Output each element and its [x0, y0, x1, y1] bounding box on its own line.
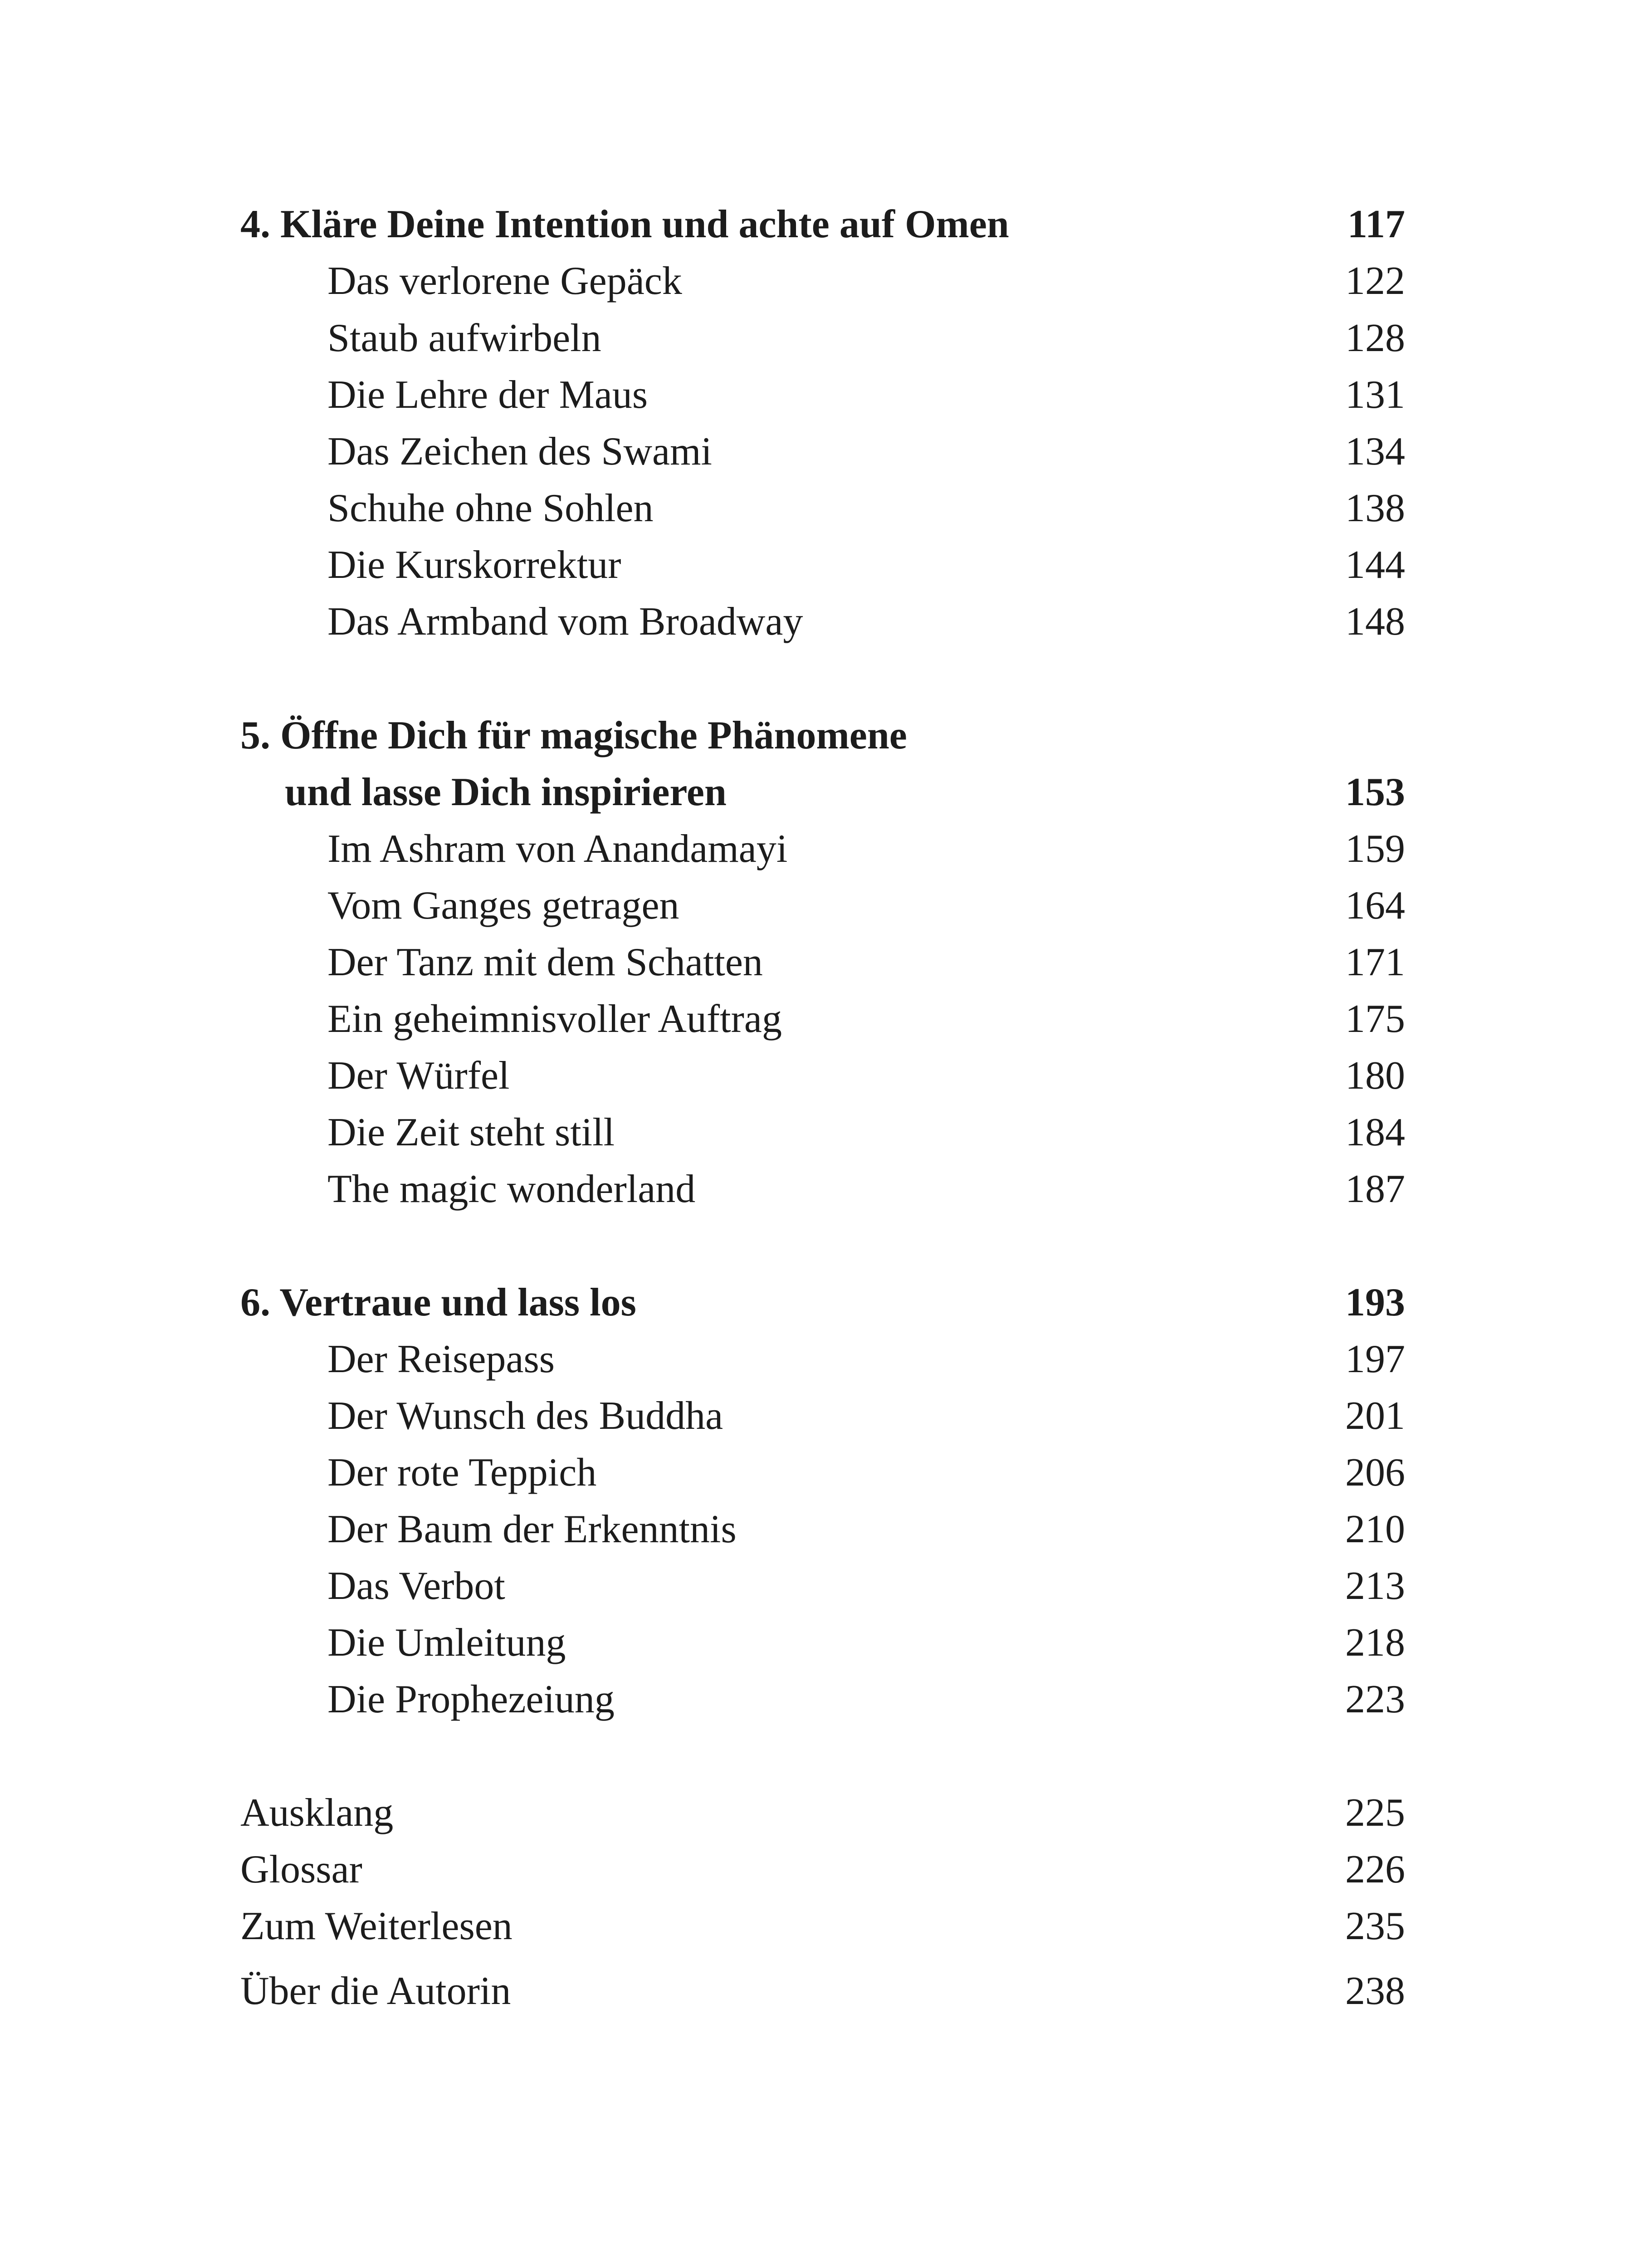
toc-section-page: 210: [1345, 1507, 1405, 1551]
toc-backmatter-entry: [0, 1843, 1650, 1897]
toc-backmatter-page: 225: [1345, 1791, 1405, 1835]
toc-chapter-title: 4. Kläre Deine Intention und achte auf Omen: [240, 202, 1009, 246]
toc-section: [0, 1105, 1650, 1160]
toc-backmatter-title: Glossar: [240, 1848, 362, 1892]
toc-section: [0, 595, 1650, 649]
toc-section-title: Das verlorene Gepäck: [327, 259, 682, 303]
toc-section-title: Schuhe ohne Sohlen: [327, 486, 654, 530]
toc-backmatter-title: Zum Weiterlesen: [240, 1904, 513, 1948]
toc-section-page: 197: [1345, 1337, 1405, 1381]
toc-section-title: Die Umleitung: [327, 1621, 566, 1665]
toc-section: [0, 1559, 1650, 1613]
toc-section-page: 131: [1345, 373, 1405, 417]
toc-chapter-continuation: [0, 765, 1650, 820]
toc-section-page: 164: [1345, 884, 1405, 928]
toc-chapter-page: 193: [1345, 1281, 1405, 1325]
toc-chapter-page: 117: [1347, 202, 1405, 246]
toc-section-title: Der Reisepass: [327, 1337, 555, 1381]
toc-section: [0, 992, 1650, 1046]
toc-chapter: [0, 709, 1650, 763]
toc-section-title: Der Baum der Erkenntnis: [327, 1507, 737, 1551]
toc-section-page: 223: [1345, 1677, 1405, 1721]
toc-section-page: 122: [1345, 259, 1405, 303]
toc-section: [0, 425, 1650, 479]
toc-section: [0, 1389, 1650, 1443]
toc-backmatter-title: Über die Autorin: [240, 1969, 511, 2013]
toc-chapter-title: und lasse Dich inspirieren: [285, 770, 727, 814]
toc-chapter: [0, 1276, 1650, 1330]
toc-section-page: 175: [1345, 997, 1405, 1041]
toc-section-page: 138: [1345, 486, 1405, 530]
toc-section: [0, 1332, 1650, 1387]
toc-section: [0, 1672, 1650, 1727]
toc-section-title: Vom Ganges getragen: [327, 884, 679, 928]
toc-section-page: 206: [1345, 1451, 1405, 1495]
toc-section: [0, 879, 1650, 933]
toc-chapter-page: 153: [1345, 770, 1405, 814]
toc-section-page: 128: [1345, 316, 1405, 360]
toc-section: [0, 1616, 1650, 1670]
toc-section: [0, 538, 1650, 592]
toc-section-page: 184: [1345, 1110, 1405, 1154]
toc-chapter-title: 6. Vertraue und lass los: [240, 1281, 636, 1325]
toc-section-page: 148: [1345, 600, 1405, 644]
toc-section: [0, 481, 1650, 536]
toc-section-title: Die Lehre der Maus: [327, 373, 648, 417]
toc-section-page: 159: [1345, 827, 1405, 871]
toc-section-title: Der Würfel: [327, 1054, 510, 1098]
toc-section: [0, 935, 1650, 990]
toc-section: [0, 1502, 1650, 1557]
toc-section-title: Staub aufwirbeln: [327, 316, 601, 360]
toc-section: [0, 1049, 1650, 1103]
toc-section: [0, 254, 1650, 308]
toc-section-title: Die Prophezeiung: [327, 1677, 615, 1721]
toc-section-page: 187: [1345, 1167, 1405, 1211]
toc-section: [0, 822, 1650, 876]
toc-section-title: Die Zeit steht still: [327, 1110, 615, 1154]
toc-backmatter-title: Ausklang: [240, 1791, 394, 1835]
toc-chapter-title: 5. Öffne Dich für magische Phänomene: [240, 714, 907, 758]
toc-section-title: Das Zeichen des Swami: [327, 430, 712, 474]
toc-backmatter-entry: [0, 1964, 1650, 2019]
toc-section-page: 180: [1345, 1054, 1405, 1098]
toc-section-title: Im Ashram von Anandamayi: [327, 827, 788, 871]
toc-section: [0, 1446, 1650, 1500]
toc-section-page: 134: [1345, 430, 1405, 474]
toc-section-page: 144: [1345, 543, 1405, 587]
toc-section-title: Ein geheimnisvoller Auftrag: [327, 997, 782, 1041]
toc-section: [0, 311, 1650, 366]
toc-backmatter-entry: [0, 1899, 1650, 1954]
toc-section-title: Der Wunsch des Buddha: [327, 1394, 723, 1438]
toc-section-title: Der Tanz mit dem Schatten: [327, 940, 763, 984]
toc-section-page: 201: [1345, 1394, 1405, 1438]
toc-section-title: Der rote Teppich: [327, 1451, 597, 1495]
toc-backmatter-page: 238: [1345, 1969, 1405, 2013]
toc-section-page: 171: [1345, 940, 1405, 984]
toc-section: [0, 1162, 1650, 1217]
toc-section-title: Das Armband vom Broadway: [327, 600, 803, 644]
toc-section-title: The magic wonderland: [327, 1167, 696, 1211]
toc-section-title: Die Kurskorrektur: [327, 543, 621, 587]
toc-backmatter-entry: [0, 1786, 1650, 1840]
toc-section: [0, 368, 1650, 422]
toc-section-page: 218: [1345, 1621, 1405, 1665]
toc-section-page: 213: [1345, 1564, 1405, 1608]
toc-backmatter-page: 235: [1345, 1904, 1405, 1948]
toc-section-title: Das Verbot: [327, 1564, 505, 1608]
toc-backmatter-page: 226: [1345, 1848, 1405, 1892]
toc-chapter: [0, 197, 1650, 252]
